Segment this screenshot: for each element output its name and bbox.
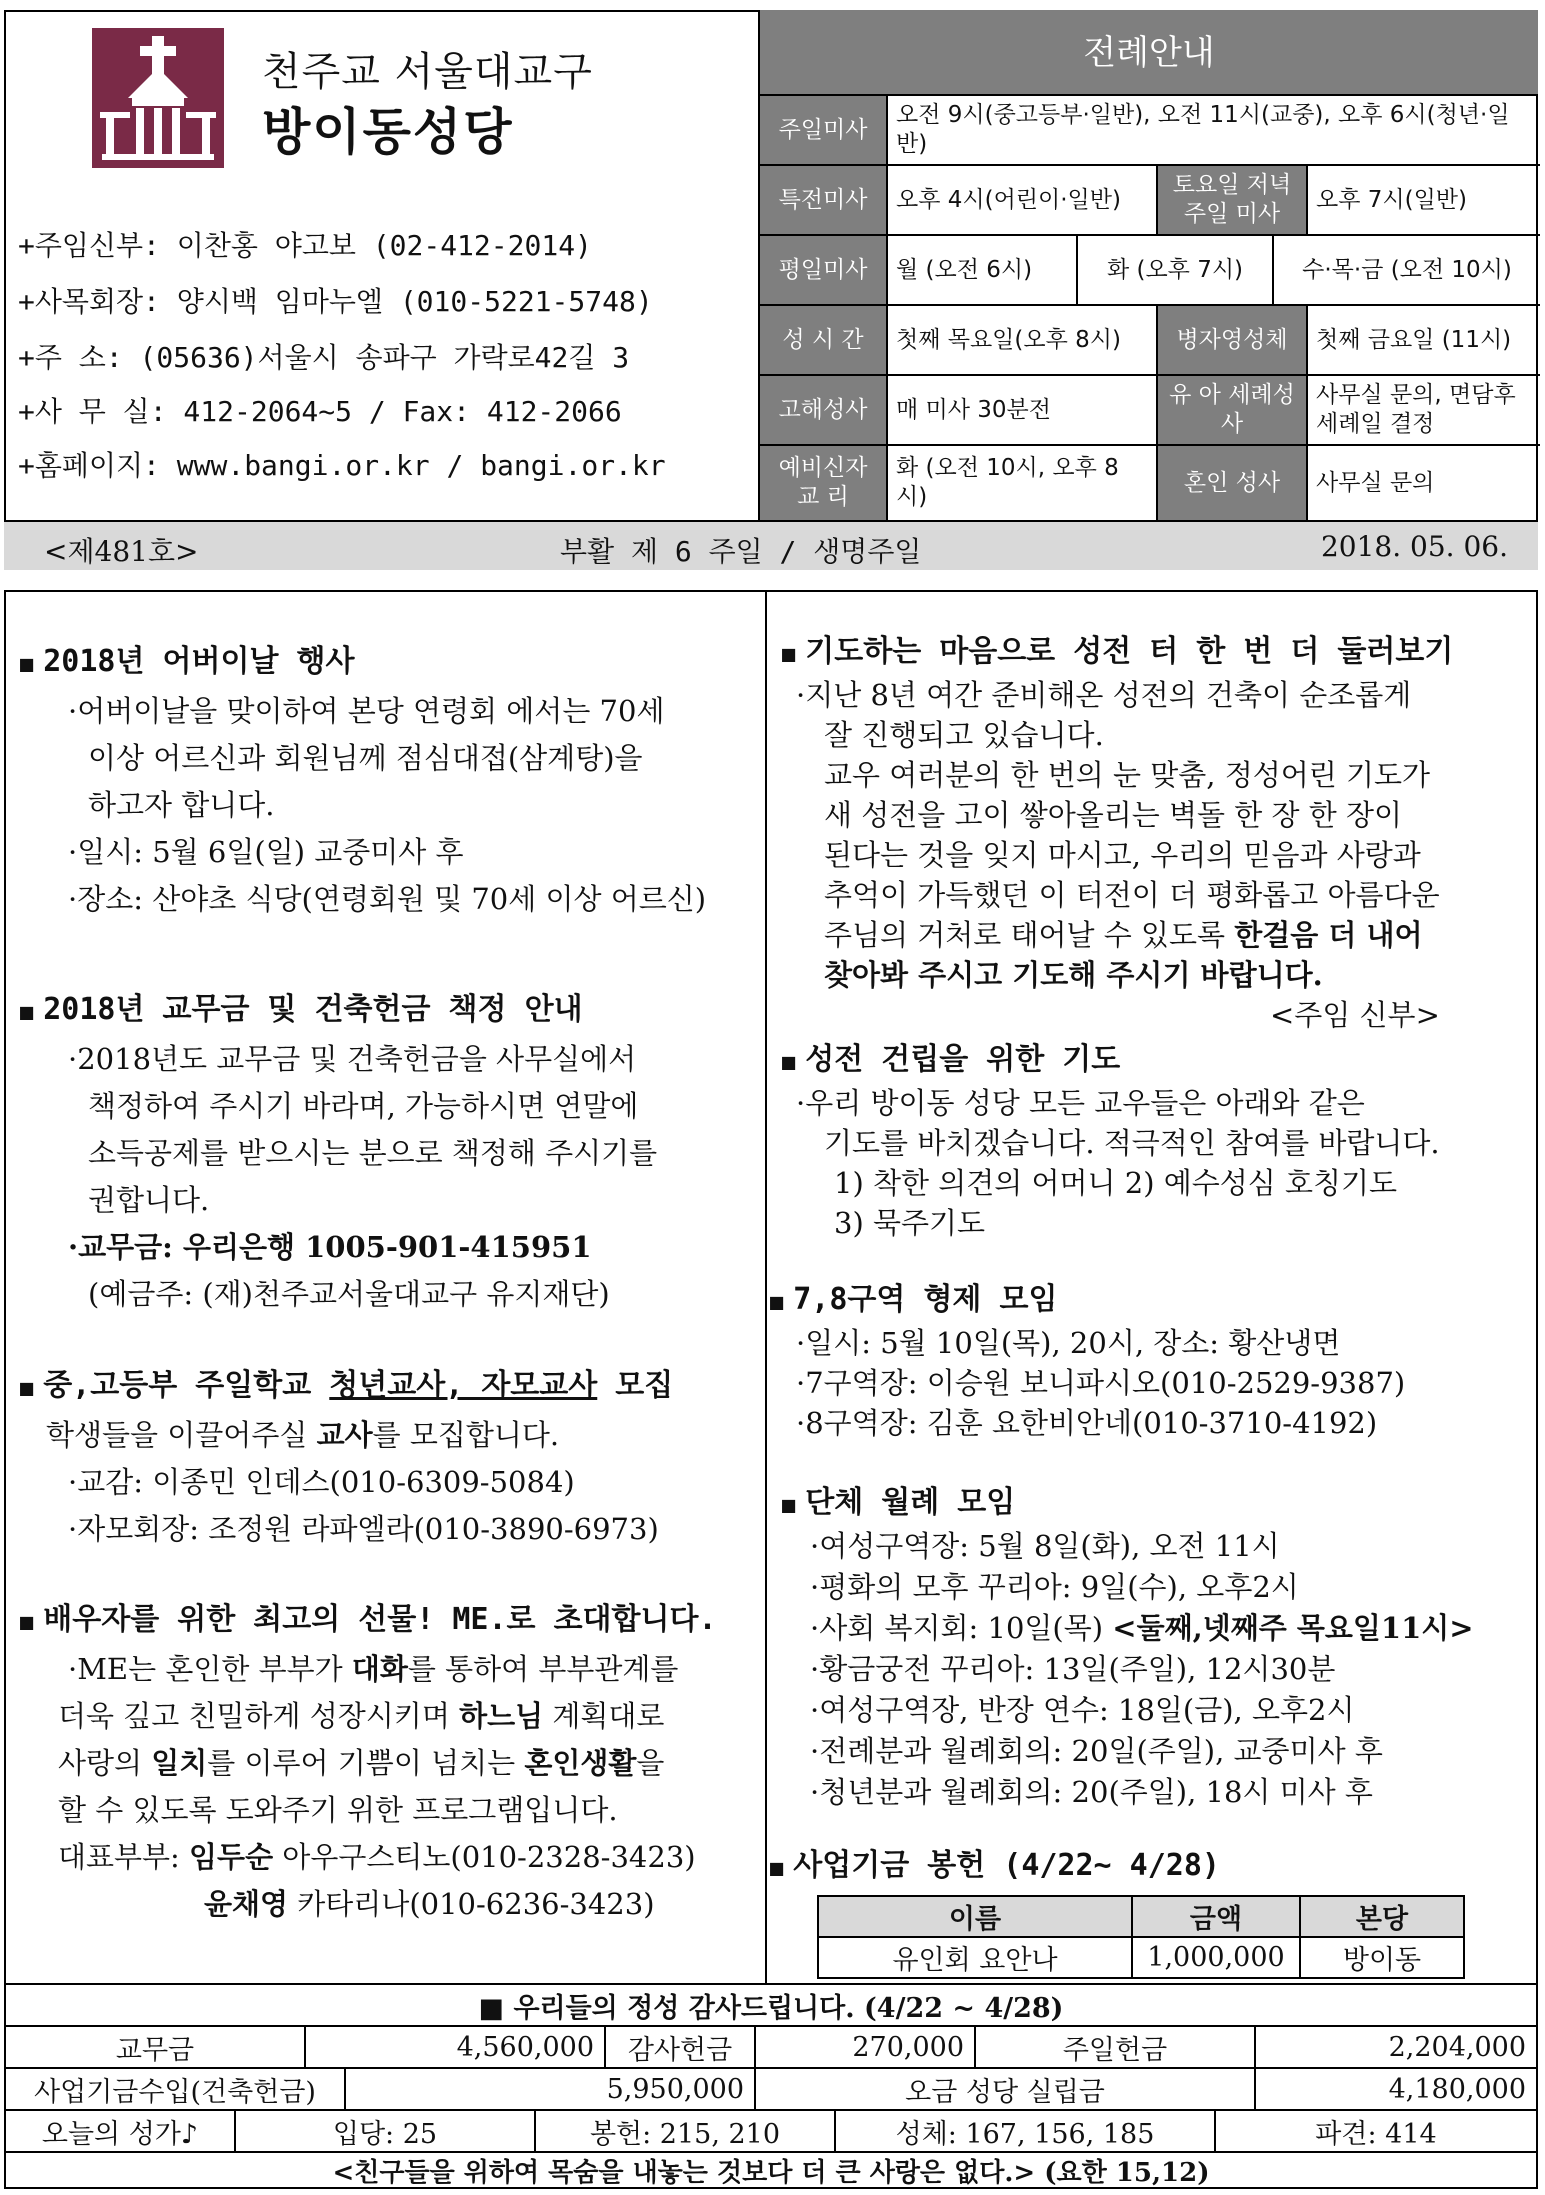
text-line: 자모회장: 조정원 라파엘라(010-3890-6973) xyxy=(77,1512,659,1546)
offering-label: 교무금 xyxy=(6,2027,306,2067)
hymn-entrance: 입당: 25 xyxy=(236,2111,536,2151)
section-church-site: ■ 기도하는 마음으로 성전 터 한 번 더 둘러보기 ·지난 8년 여간 준비해온 성전의 건축이 순조롭게 잘 진행되고 있습니다. 교우 여러분의 한 번의 눈 맞춤, 정성어린 기도가 새 성전을 고이 쌓아올리는 벽돌 한 장 한 장이 된다는 것을 잊지 마시고, 우리의 믿음과 사랑과 추억이 가득했던 이 터전이 더 평화롭고 아름다운 주님의 거처로 태어날 수 있도록 한걸음 더 내어 찾아봐 주시고 기도해 주시기 바랍니다. <주임 신부> xyxy=(782,632,1453,1035)
text-line: 새 성전을 고이 쌓아올리는 벽돌 한 장 한 장이 xyxy=(824,798,1402,832)
text-line: 평화의 모후 꾸리아: 9일(수), 오후2시 xyxy=(819,1570,1299,1604)
section-title: 단체 월례 모임 xyxy=(805,1485,1016,1520)
offering-amount: 5,950,000 xyxy=(346,2069,756,2109)
text-line: 8구역장: 김훈 요한비안네(010-3710-4192) xyxy=(805,1406,1378,1440)
table-cell: 1,000,000 xyxy=(1132,1937,1300,1978)
text-line: 학생들을 이끌어주실 xyxy=(46,1418,317,1452)
offering-amount: 270,000 xyxy=(756,2027,976,2067)
section-district-meeting: ■ 7,8구역 형제 모임 ·일시: 5월 10일(목), 20시, 장소: 황산냉면 ·7구역장: 이승원 보니파시오(010-2529-9387) ·8구역장: 김훈 요한비안네(010-3710-4192) xyxy=(770,1282,1406,1440)
text-line: 추억이 가득했던 이 터전이 더 평화롭고 아름다운 xyxy=(824,878,1440,912)
table-row xyxy=(818,1937,1464,1978)
text-line: 3) 묵주기도 xyxy=(834,1206,986,1240)
liturgy-row-holy-hour xyxy=(760,306,1540,376)
column-header: 이름 xyxy=(818,1896,1132,1937)
column-header: 금액 xyxy=(1132,1896,1300,1937)
contact-line: 아우구스티노(010-2328-3423) xyxy=(273,1840,696,1874)
text-line: 우리 방이동 성당 모든 교우들은 아래와 같은 xyxy=(805,1086,1365,1120)
offering-amount: 4,180,000 xyxy=(1388,2073,1526,2105)
liturgy-title: 전례안내 xyxy=(760,10,1538,96)
text-line: 계획대로 xyxy=(543,1699,665,1733)
text-line: 권합니다. xyxy=(88,1183,210,1217)
text-line: 를 이루어 기쁨이 넘치는 xyxy=(207,1746,525,1780)
text-line: 일시: 5월 10일(목), 20시, 장소: 황산냉면 xyxy=(805,1326,1341,1360)
column-header: 본당 xyxy=(1300,1896,1464,1937)
catechumen-time: 화 (오전 10시, 오후 8시) xyxy=(888,446,1158,520)
section-title: 사업기금 봉헌 (4/22~ 4/28) xyxy=(793,1848,1220,1883)
section-title: 중,고등부 주일학교 xyxy=(43,1368,330,1403)
sunday-mass-times: 오전 9시(중고등부·일반), 오전 11시(교중), 오후 6시(청년·일반) xyxy=(896,102,1510,157)
text-line: 할 수 있도록 도와주기 위한 프로그램입니다. xyxy=(58,1793,618,1827)
info-address: +주 소: (05636)서울시 송파구 가락로42길 3 xyxy=(18,341,630,374)
text-line: 더욱 깊고 친밀하게 성장시키며 xyxy=(58,1699,460,1733)
text-line: 이상 어르신과 회원님께 점심대접(삼계탕)을 xyxy=(88,741,643,775)
weekday-tuesday: 화 (오후 7시) xyxy=(1078,236,1274,304)
saturday-evening-label: 토요일 저녁 주일 미사 xyxy=(1158,166,1308,234)
offering-title: ■ 우리들의 정성 감사드립니다. (4/22 ~ 4/28) xyxy=(478,1992,1064,2024)
text-line: 청년분과 월례회의: 20(주일), 18시 미사 후 xyxy=(819,1775,1373,1809)
liturgy-row-weekday xyxy=(760,236,1540,306)
text-line: 대표부부: xyxy=(58,1840,190,1874)
offering-summary xyxy=(4,1985,1538,2189)
text-line: 어버이날을 맞이하여 본당 연령회 에서는 70세 xyxy=(77,694,665,728)
offering-label: 오금 성당 실립금 xyxy=(756,2069,1256,2109)
text-line: 전례분과 월례회의: 20일(주일), 교중미사 후 xyxy=(819,1734,1383,1768)
text-line: 여성구역장, 반장 연수: 18일(금), 오후2시 xyxy=(819,1693,1355,1727)
text-line: (예금주: (재)천주교서울대교구 유지재단) xyxy=(88,1277,610,1311)
text-bold: 혼인생활 xyxy=(524,1746,637,1780)
text-bold: 찾아봐 주시고 기도해 주시기 바랍니다. xyxy=(824,958,1323,992)
text-bold: 하느님 xyxy=(459,1699,544,1733)
info-pastor: +주임신부: 이찬홍 야고보 (02-412-2014) xyxy=(18,229,592,262)
text-line: 책정하여 주시기 바라며, 가능하시면 연말에 xyxy=(88,1089,639,1123)
text-line: 교감: 이종민 인데스(010-6309-5084) xyxy=(77,1465,575,1499)
hymn-offertory: 봉헌: 215, 210 xyxy=(536,2111,836,2151)
weekday-mass-label: 평일미사 xyxy=(760,236,888,304)
text-line: 장소: 산야초 식당(연령회원 및 70세 이상 어르신) xyxy=(77,882,707,916)
info-office: +사 무 실: 412-2064~5 / Fax: 412-2066 xyxy=(18,395,622,428)
column-divider xyxy=(765,592,767,1985)
section-title-highlight: 청년교사, 자모교사 xyxy=(329,1368,598,1403)
offering-title-row xyxy=(6,1983,1536,2025)
liturgy-row-vigil xyxy=(760,166,1540,236)
holy-hour-time: 첫째 목요일(오후 8시) xyxy=(888,306,1158,374)
text-line: 하고자 합니다. xyxy=(88,788,275,822)
info-homepage: +홈페이지: www.bangi.or.kr / bangi.or.kr xyxy=(18,449,666,482)
issue-bar xyxy=(4,520,1538,570)
section-title: 기도하는 마음으로 성전 터 한 번 더 둘러보기 xyxy=(805,634,1454,669)
offering-amount: 2,204,000 xyxy=(1388,2031,1526,2063)
hymn-communion: 성체: 167, 156, 185 xyxy=(836,2111,1216,2151)
offering-label: 주일헌금 xyxy=(976,2027,1256,2067)
section-title: 7,8구역 형제 모임 xyxy=(793,1282,1058,1317)
section-parents-day: ■ 2018년 어버이날 행사 ·어버이날을 맞이하여 본당 연령회 에서는 70세 이상 어르신과 회원님께 점심대접(삼계탕)을 하고자 합니다. ·일시: 5월 6일(일) 교중미사 후 ·장소: 산야초 식당(연령회원 및 70세 이상 어르신) xyxy=(20,644,707,916)
section-title: 모집 xyxy=(597,1368,674,1403)
text-bold: 대화 xyxy=(351,1652,408,1686)
text-line: 소득공제를 받으시는 분으로 책정해 주시기를 xyxy=(88,1136,658,1170)
liturgy-table xyxy=(758,10,1538,520)
weekday-wed-fri: 수·목·금 (오전 10시) xyxy=(1302,256,1512,283)
text-line: 2018년도 교무금 및 건축헌금을 사무실에서 xyxy=(77,1042,637,1076)
parish-name: 방이동성당 xyxy=(262,102,514,161)
text-bold: 임두순 xyxy=(189,1840,274,1874)
text-bold: <둘째,넷째주 목요일11시> xyxy=(1112,1611,1474,1645)
text-line: 여성구역장: 5월 8일(화), 오전 11시 xyxy=(819,1529,1280,1563)
issue-date: 2018. 05. 06. xyxy=(1320,530,1508,563)
text-line: 기도를 바치겠습니다. 적극적인 참여를 바랍니다. xyxy=(824,1126,1440,1160)
confession-label: 고해성사 xyxy=(760,376,888,444)
hymn-row xyxy=(6,2109,1536,2151)
weekday-monday: 월 (오전 6시) xyxy=(888,236,1078,304)
text-line: ME는 혼인한 부부가 xyxy=(77,1652,352,1686)
archdiocese-name: 천주교 서울대교구 xyxy=(262,49,593,95)
contact-line: 카타리나(010-6236-3423) xyxy=(288,1887,655,1921)
issue-number: <제481호> xyxy=(44,535,199,568)
text-line: 잘 진행되고 있습니다. xyxy=(824,718,1104,752)
scripture-verse: <친구들을 위하여 목숨을 내놓는 것보다 더 큰 사랑은 없다.> (요한 15,12) xyxy=(332,2157,1210,2188)
catechumen-label: 예비신자 교 리 xyxy=(760,446,888,520)
liturgical-sunday: 부활 제 6 주일 / 생명주일 xyxy=(560,535,922,568)
text-line: 사랑의 xyxy=(58,1746,152,1780)
saturday-evening-time: 오후 7시(일반) xyxy=(1316,186,1467,213)
section-title: 2018년 교무금 및 건축헌금 책정 안내 xyxy=(43,992,583,1027)
hymn-label: 오늘의 성가♪ xyxy=(6,2111,236,2151)
confession-time: 매 미사 30분전 xyxy=(888,376,1158,444)
text-line: 7구역장: 이승원 보니파시오(010-2529-9387) xyxy=(805,1366,1406,1400)
offering-label: 감사헌금 xyxy=(606,2027,756,2067)
text-line: 를 통하여 부부관계를 xyxy=(407,1652,679,1686)
section-title: 2018년 어버이날 행사 xyxy=(43,644,355,679)
section-title: 배우자를 위한 최고의 선물! ME.로 초대합니다. xyxy=(43,1602,717,1637)
text-line: 황금궁전 꾸리아: 13일(주일), 12시30분 xyxy=(819,1652,1336,1686)
verse-row xyxy=(6,2151,1536,2187)
holy-hour-label: 성 시 간 xyxy=(760,306,888,374)
marriage-label: 혼인 성사 xyxy=(1158,446,1308,520)
parish-logo-icon xyxy=(92,28,224,168)
infant-baptism-info: 사무실 문의, 면담후 세례일 결정 xyxy=(1316,382,1516,437)
liturgy-row-confession xyxy=(760,376,1540,446)
section-teacher-recruit: ■ 중,고등부 주일학교 청년교사, 자모교사 모집 학생들을 이끌어주실 교사를 모집합니다. ·교감: 이종민 인데스(010-6309-5084) ·자모회장: 조정원 라파엘라(010-3890-6973) xyxy=(20,1368,674,1546)
section-pledge-guide: ■ 2018년 교무금 및 건축헌금 책정 안내 ·2018년도 교무금 및 건축헌금을 사무실에서 책정하여 주시기 바라며, 가능하시면 연말에 소득공제를 받으시는 분으로 책정해 주시기를 권합니다. ·교무금: 우리은행 1005-901-415951 (예금주: (재)천주교서울대교구 유지재단) xyxy=(20,986,657,1318)
section-group-meetings: ■ 단체 월례 모임 ·여성구역장: 5월 8일(화), 오전 11시 ·평화의 모후 꾸리아: 9일(수), 오후2시 ·사회 복지회: 10일(목) <둘째,넷째주 목요일11시> ·황금궁전 꾸리아: 13일(주일), 12시30분 ·여성구역장, 반장 연수: 18일(금), 오후2시 ·전례분과 월례회의: 20일(주일), 교중미사 후 ·청년분과 월례회의: 20(주일), 18시 미사 후 xyxy=(782,1485,1474,1809)
text-bold: 한걸음 더 내어 xyxy=(1234,918,1423,952)
section-building-prayer: ■ 성전 건립을 위한 기도 ·우리 방이동 성당 모든 교우들은 아래와 같은 기도를 바치겠습니다. 적극적인 참여를 바랍니다. 1) 착한 의견의 어머니 2) 예수성심 호칭기도 3) 묵주기도 xyxy=(782,1040,1440,1243)
offering-row-2 xyxy=(6,2067,1536,2109)
info-council-president: +사목회장: 양시백 임마누엘 (010-5221-5748) xyxy=(18,285,653,318)
vigil-mass-label: 특전미사 xyxy=(760,166,888,234)
sick-communion-label: 병자영성체 xyxy=(1158,306,1308,374)
text-line: 교우 여러분의 한 번의 눈 맞춤, 정성어린 기도가 xyxy=(824,758,1431,792)
section-me-invite: ■ 배우자를 위한 최고의 선물! ME.로 초대합니다. ·ME는 혼인한 부부가 대화를 통하여 부부관계를 더욱 깊고 친밀하게 성장시키며 하느님 계획대로 사랑의 일치를 이루어 기쁨이 넘치는 혼인생활을 할 수 있도록 도와주기 위한 프로그램입니다. 대표부부: 임두순 아우구스티노(010-2328-3423) 윤채영 카타리나(010-6236-3423) xyxy=(20,1602,717,1921)
text-line: 주님의 거처로 태어날 수 있도록 xyxy=(824,918,1235,952)
table-cell: 유인회 요안나 xyxy=(818,1937,1132,1978)
text-line: 사회 복지회: 10일(목) xyxy=(819,1611,1113,1645)
text-line: 된다는 것을 잊지 마시고, 우리의 믿음과 사랑과 xyxy=(824,838,1421,872)
table-header-row xyxy=(818,1896,1464,1937)
text-line: 1) 착한 의견의 어머니 2) 예수성심 호칭기도 xyxy=(834,1166,1398,1200)
sick-communion-time: 첫째 금요일 (11시) xyxy=(1316,326,1512,353)
sunday-mass-label: 주일미사 xyxy=(760,96,888,164)
table-cell: 방이동 xyxy=(1300,1937,1464,1978)
text-bold: 윤채영 xyxy=(204,1887,289,1921)
section-building-fund: ■ 사업기금 봉헌 (4/22~ 4/28) xyxy=(770,1848,1220,1883)
building-fund-table xyxy=(817,1895,1465,1979)
liturgy-row-catechumen xyxy=(760,446,1540,520)
bank-account: 교무금: 우리은행 1005-901-415951 xyxy=(78,1230,592,1264)
marriage-info: 사무실 문의 xyxy=(1316,469,1435,496)
liturgy-row-sunday xyxy=(760,96,1540,166)
offering-label: 사업기금수입(건축헌금) xyxy=(6,2069,346,2109)
text-line: 일시: 5월 6일(일) 교중미사 후 xyxy=(77,835,464,869)
text-bold: 교사 xyxy=(316,1418,373,1452)
vigil-mass-time: 오후 4시(어린이·일반) xyxy=(888,166,1158,234)
offering-row-1 xyxy=(6,2025,1536,2067)
text-line: 지난 8년 여간 준비해온 성전의 건축이 순조롭게 xyxy=(805,678,1412,712)
hymn-dismissal: 파견: 414 xyxy=(1315,2118,1437,2150)
text-line: 을 xyxy=(636,1746,665,1780)
pastor-signature: <주임 신부> xyxy=(1270,998,1440,1032)
text-bold: 일치 xyxy=(151,1746,208,1780)
infant-baptism-label: 유 아 세례성사 xyxy=(1158,376,1308,444)
section-title: 성전 건립을 위한 기도 xyxy=(805,1042,1121,1077)
text-line: 를 모집합니다. xyxy=(372,1418,560,1452)
offering-amount: 4,560,000 xyxy=(306,2027,606,2067)
